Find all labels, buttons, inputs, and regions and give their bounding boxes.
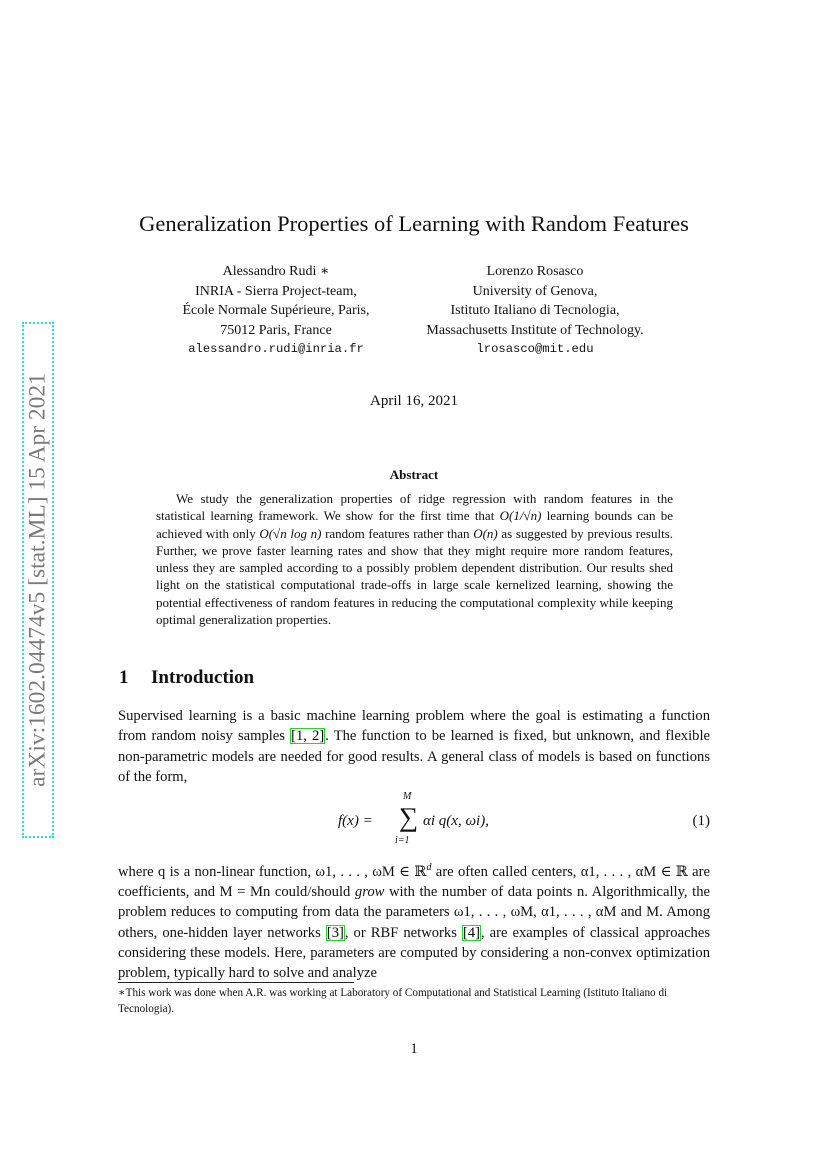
body-text: Supervised learning is a basic machine learning problem where the goal is estimating a function from random noisy samples [118,708,710,745]
author-block-2 [408,262,662,360]
author-affiliation: INRIA - Sierra Project-team, [195,283,357,299]
author-affiliation: 75012 Paris, France [220,322,332,338]
footnote: ∗This work was done when A.R. was working at Laboratory of Computational and Statistical Learning (Istituto Italiano di Tecnologia). [118,987,668,1015]
intro-paragraph-1 [118,706,710,787]
author-affiliation: University of Genova, [472,283,598,299]
author-affiliation: École Normale Supérieure, Paris, [182,303,370,318]
emphasis: grow [354,884,385,901]
citation-link[interactable]: [3] [326,924,344,941]
body-text: . The function to be learned is fixed, but unknown, and flexible non-parametric models are needed for good results. A general class of models is based on functions of the form, [118,728,710,785]
author-name: Lorenzo Rosasco [486,264,584,279]
author-affiliation: Massachusetts Institute of Technology. [426,322,644,338]
equation-lhs: f(x) = [338,813,373,829]
abstract-part: learning bounds can be achieved with only [156,508,674,541]
page-number: 1 [410,1041,418,1057]
body-text: , or RBF networks [344,924,462,941]
body-text: , are examples of classical approaches considering these models. Here, parameters are computed by considering a non-convex optimization problem, typically hard to solve and analyze [118,924,710,982]
paper-date: April 16, 2021 [370,393,458,409]
abstract-text [156,490,673,628]
section-heading [119,667,254,689]
section-title: Introduction [151,667,255,688]
body-text: are often called centers, α1, . . . , αM ∈ ℝ are coefficients, and M = Mn could/should [118,863,710,901]
author-email[interactable]: alessandro.rudi@inria.fr [188,342,364,356]
abstract-heading: Abstract [389,467,439,482]
sum-lower-limit: i=1 [395,835,410,846]
author-block-1 [166,262,386,360]
section-number: 1 [119,667,129,688]
citation-link[interactable]: [1, 2] [291,728,325,745]
superscript: d [426,862,432,873]
intro-paragraph-2 [118,858,710,984]
author-affiliation: Istituto Italiano di Tecnologia, [450,303,620,318]
footnote-rule [118,982,354,983]
paper-title: Generalization Properties of Learning with Random Features [139,211,689,236]
abstract-part: random features rather than [321,525,474,541]
sum-symbol: ∑ [399,802,419,832]
math-expression: O(√n log n) [259,525,322,541]
body-text: with the number of data points n. Algorithmically, the problem reduces to computing from data the parameters ω1, . . . , ωM, α1, . . . , αM and M. Among others, one-hidden layer networks [118,884,710,941]
equation-number: (1) [692,813,710,829]
equation-rhs: αi q(x, ωi), [423,813,489,829]
arxiv-stamp-text: arXiv:1602.04474v5 [stat.ML] 15 Apr 2021 [24,373,51,787]
author-email[interactable]: lrosasco@mit.edu [476,342,594,356]
equation-1 [118,791,710,855]
math-expression: O(n) [473,525,498,541]
body-text: where q is a non-linear function, ω1, . . . , ωM ∈ ℝ [118,863,427,880]
math-expression: O(1/√n) [499,508,542,524]
abstract-part: We study the generalization properties of ridge regression with random features in the statistical learning framework. We show for the first time that [156,491,673,524]
author-name: Alessandro Rudi ∗ [222,264,330,279]
citation-link[interactable]: [4] [462,924,480,941]
sum-upper-limit: M [403,791,412,802]
abstract-part: as suggested by previous results. Further, we prove faster learning rates and show that they might require more random features, unless they are sampled according to a possibly problem dependent distribution. Our results shed light on the statistical computational trade-offs in large scale kernelized learning, showing the potential effectiveness of random features in reducing the computational complexity while keeping optimal generalization properties. [156,525,674,628]
